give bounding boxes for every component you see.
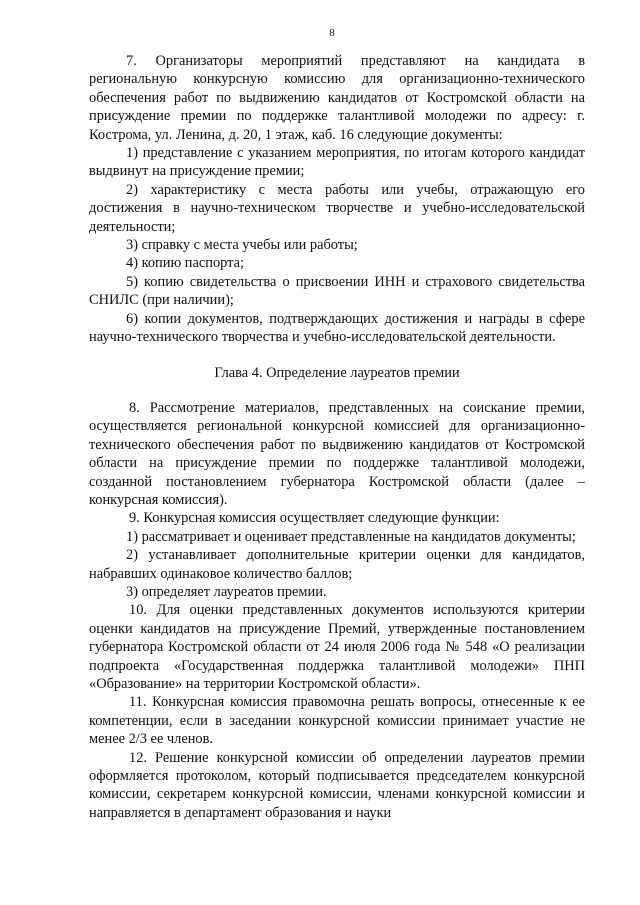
function-item-3: 3) определяет лауреатов премии. [126,583,327,600]
list-item-2: 2) характеристику с места работы или учебы, отражающую его достижения в научно-техническом творчестве и учебно-исследовательской деятельности; [89,181,585,235]
paragraph-12: 12. Решение конкурсной комиссии об определении лауреатов премии оформляется протоколом, который подписывается председателем конкурсной комиссии, секретарем конкурсной комиссии, членами конкурсной комиссии и направляется в департамент образования и науки [89,749,585,821]
list-item-6: 6) копии документов, подтверждающих достижения и награды в сфере научно-технического творчества и учебно-исследовательской деятельности. [89,310,585,346]
chapter-heading: Глава 4. Определение лауреатов премии [214,364,460,381]
paragraph-11: 11. Конкурсная комиссия правомочна решать вопросы, отнесенные к ее компетенции, если в заседании конкурсной комиссии принимает участие не менее 2/3 ее членов. [89,694,585,748]
list-item-4: 4) копию паспорта; [126,255,245,272]
list-item-1: 1) представление с указанием мероприятия, по итогам которого кандидат выдвинут на присуждение премии; [89,145,585,180]
function-item-1: 1) рассматривает и оценивает представленные на кандидатов документы; [126,528,576,545]
paragraph-8: 8. Рассмотрение материалов, представленных на соискание премии, осуществляется региональной конкурсной комиссией для организационно-технического обеспечения работ по выдвижению кандидатов от Костромской области на присуждение премии по поддержке талантливой молодежи, созданной постановлением губернатора Костромской области (далее – конкурсная комиссия). [89,399,585,508]
list-item-5: 5) копию свидетельства о присвоении ИНН и страхового свидетельства СНИЛС (при наличии); [89,273,585,309]
function-item-2: 2) устанавливает дополнительные критерии оценки для кандидатов, набравших одинаковое количество баллов; [89,547,585,582]
paragraph-7: 7. Организаторы мероприятий представляют на кандидата в региональную конкурсную комиссию для организационно-технического обеспечения работ по выдвижению кандидатов от Костромской области на присуждение премии по поддержке талантливой молодежи по адресу: г. Кострома, ул. Ленина, д. 20, 1 этаж, каб. 16 следующие документы: [89,53,585,143]
paragraph-9: 9. Конкурсная комиссия осуществляет следующие функции: [129,510,500,527]
list-item-3: 3) справку с места учебы или работы; [126,237,358,254]
paragraph-10: 10. Для оценки представленных документов используются критерии оценки кандидатов на присуждение Премий, утвержденные постановлением губернатора Костромской области от 24 июля 2006 года № 548 «О реализации подпроекта «Государственная поддержка талантливой молодежи» ПНП «Образование» на территории Костромской области». [89,602,585,692]
document-page [89,26,585,896]
page-number: 8 [329,27,335,39]
